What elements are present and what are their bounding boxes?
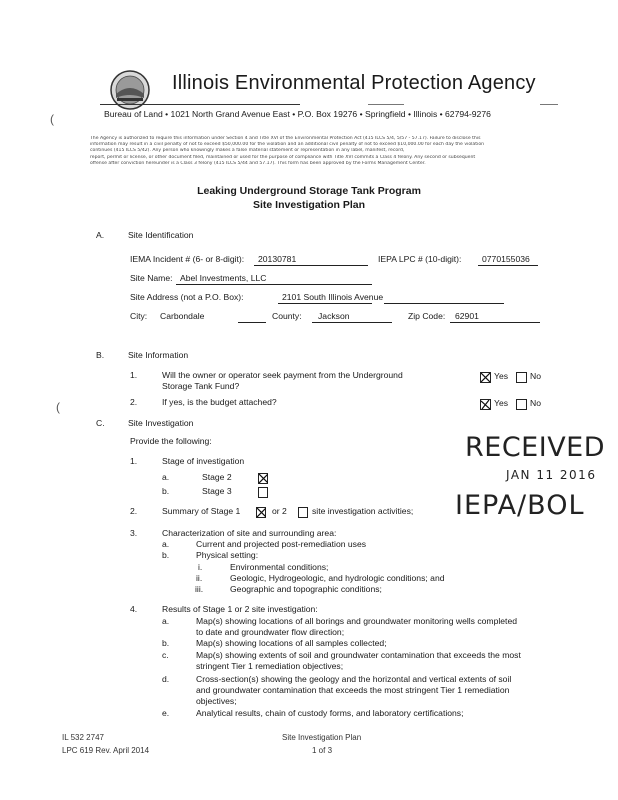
item-number: ii. (196, 573, 203, 583)
no-label: No (530, 398, 541, 408)
header-rule (100, 104, 300, 105)
legal-notice (90, 136, 552, 167)
item-letter: c. (162, 650, 169, 660)
stage-2-summary-checkbox[interactable] (298, 507, 308, 518)
incident-field[interactable]: 20130781 (258, 254, 297, 264)
question-text: Will the owner or operator seek payment from the Underground (162, 370, 403, 380)
site-address-field[interactable]: 2101 South Illinois Avenue (282, 292, 384, 302)
item-letter: d. (162, 674, 170, 684)
stage-1-summary-checkbox[interactable] (256, 507, 266, 518)
item-text: Results of Stage 1 or 2 site investigation: (162, 604, 318, 614)
header-rule (540, 104, 558, 105)
item-text: Current and projected post-remediation uses (196, 539, 367, 549)
item-text: to date and groundwater flow direction; (196, 627, 345, 637)
legal-line: offense after conviction hereunder is a Class 3 felony (415 ILCS 5/44 and 57.17). This form has been approved by the Forms Management Center. (90, 160, 426, 166)
site-address-label: Site Address (not a P.O. Box): (130, 292, 244, 302)
item-text: Environmental conditions; (230, 562, 329, 572)
yes-label: Yes (494, 398, 509, 408)
incident-label: IEMA Incident # (6- or 8-digit): (130, 254, 245, 264)
item-text: Summary of Stage 1 (162, 506, 241, 516)
section-letter: C. (96, 418, 105, 428)
item-letter: b. (162, 550, 170, 560)
punch-mark: ( (50, 112, 54, 126)
item-text: and groundwater contamination that exceeds the most stringent Tier 1 remediation (196, 685, 510, 695)
item-text: objectives; (196, 696, 237, 706)
section-letter: B. (96, 350, 105, 360)
question-text: Storage Tank Fund? (162, 381, 240, 391)
item-letter: b. (162, 486, 170, 496)
field-underline (312, 322, 392, 323)
checked-x-icon (257, 508, 266, 517)
program-title: Leaking Underground Storage Tank Program (197, 185, 421, 197)
form-revision: LPC 619 Rev. April 2014 (62, 746, 150, 755)
q2-no-checkbox[interactable] (516, 399, 527, 410)
field-underline (254, 265, 368, 266)
form-code: IL 532 2747 (62, 733, 104, 742)
item-text: Map(s) showing locations of all samples collected; (196, 638, 387, 648)
footer-doc-title: Site Investigation Plan (282, 733, 362, 742)
section-heading: Site Identification (128, 230, 194, 240)
item-text: or 2 (272, 506, 287, 516)
agency-address: Bureau of Land • 1021 North Grand Avenue East • P.O. Box 19276 • Springfield • Illinois • 62794-9276 (104, 109, 491, 119)
punch-mark: ( (56, 400, 60, 414)
stage-3-checkbox[interactable] (258, 487, 268, 498)
header-rule (368, 104, 404, 105)
page-number: 1 of 3 (312, 746, 333, 755)
lpc-field[interactable]: 0770155036 (482, 254, 530, 264)
section-heading: Site Information (128, 350, 189, 360)
section-heading: Site Investigation (128, 418, 194, 428)
received-date: JAN 11 2016 (506, 468, 597, 482)
item-text: Geographic and topographic conditions; (230, 584, 382, 594)
county-field[interactable]: Jackson (318, 311, 350, 321)
checked-x-icon (481, 400, 490, 409)
question-number: 1. (130, 370, 138, 380)
item-text: Stage 2 (202, 472, 232, 482)
item-text: Stage 3 (202, 486, 232, 496)
item-text: Cross-section(s) showing the geology and the horizontal and vertical extents of soil (196, 674, 512, 684)
item-text: Stage of investigation (162, 456, 245, 466)
city-label: City: (130, 311, 148, 321)
no-label: No (530, 371, 541, 381)
item-number: iii. (195, 584, 204, 594)
legal-line: information may result in a civil penalty of not to exceed $50,000.00 for the violation and an additional civil penalty of not to exceed $10,000.00 for each day the violation (90, 142, 485, 148)
zip-label: Zip Code: (408, 311, 446, 321)
item-text: Map(s) showing extents of soil and groundwater contamination that exceeds the most (196, 650, 521, 660)
zip-field[interactable]: 62901 (455, 311, 479, 321)
checked-x-icon (481, 373, 490, 382)
field-underline (176, 284, 372, 285)
checked-x-icon (259, 474, 268, 483)
legal-line: report, permit or license, or other document filed, maintained or used for the purpose of compliance with Title XVI commits a Class 4 felony. Any second or subsequent (90, 154, 476, 160)
agency-name: Illinois Environmental Protection Agency (172, 72, 536, 94)
q1-yes-checkbox[interactable] (480, 372, 491, 383)
question-number: 2. (130, 397, 138, 407)
legal-line: The Agency is authorized to require this information under Section 4 and Title XVI of the Environmental Protection Act (415 ILCS 5/4, 5/57 - 57.17). Failure to disclose this (90, 136, 481, 141)
field-underline (384, 303, 504, 304)
received-stamp: RECEIVED (465, 432, 606, 463)
section-intro: Provide the following: (130, 436, 212, 446)
item-letter: a. (162, 539, 170, 549)
question-text: If yes, is the budget attached? (162, 397, 277, 407)
agency-seal (108, 68, 152, 112)
field-underline (278, 303, 372, 304)
legal-line: continues (415 ILCS 5/42). Any person who knowingly makes a false material statement or representation in any label, manifest, record, (90, 148, 405, 154)
county-label: County: (272, 311, 302, 321)
field-underline (450, 322, 540, 323)
item-letter: b. (162, 638, 170, 648)
item-text: stringent Tier 1 remediation objectives; (196, 661, 344, 671)
yes-label: Yes (494, 371, 509, 381)
q1-no-checkbox[interactable] (516, 372, 527, 383)
city-field[interactable]: Carbondale (160, 311, 205, 321)
site-name-label: Site Name: (130, 273, 173, 283)
stage-2-checkbox[interactable] (258, 473, 268, 484)
item-number: 1. (130, 456, 138, 466)
item-text: site investigation activities; (312, 506, 414, 516)
item-text: Characterization of site and surrounding area: (162, 528, 337, 538)
item-letter: e. (162, 708, 170, 718)
item-number: 4. (130, 604, 138, 614)
plan-title: Site Investigation Plan (252, 199, 366, 211)
item-letter: a. (162, 472, 170, 482)
item-text: Geologic, Hydrogeologic, and hydrologic conditions; and (230, 573, 445, 583)
field-underline (478, 265, 538, 266)
q2-yes-checkbox[interactable] (480, 399, 491, 410)
item-letter: a. (162, 616, 170, 626)
item-text: Analytical results, chain of custody forms, and laboratory certifications; (196, 708, 464, 718)
item-text: Physical setting: (196, 550, 259, 560)
field-underline (238, 322, 266, 323)
item-number: i. (198, 562, 203, 572)
item-number: 3. (130, 528, 138, 538)
lpc-label: IEPA LPC # (10-digit): (378, 254, 462, 264)
section-letter: A. (96, 230, 105, 240)
received-bureau: IEPA/BOL (455, 490, 585, 521)
item-text: Map(s) showing locations of all borings and groundwater monitoring wells completed (196, 616, 517, 626)
site-name-field[interactable]: Abel Investments, LLC (180, 273, 267, 283)
item-number: 2. (130, 506, 138, 516)
